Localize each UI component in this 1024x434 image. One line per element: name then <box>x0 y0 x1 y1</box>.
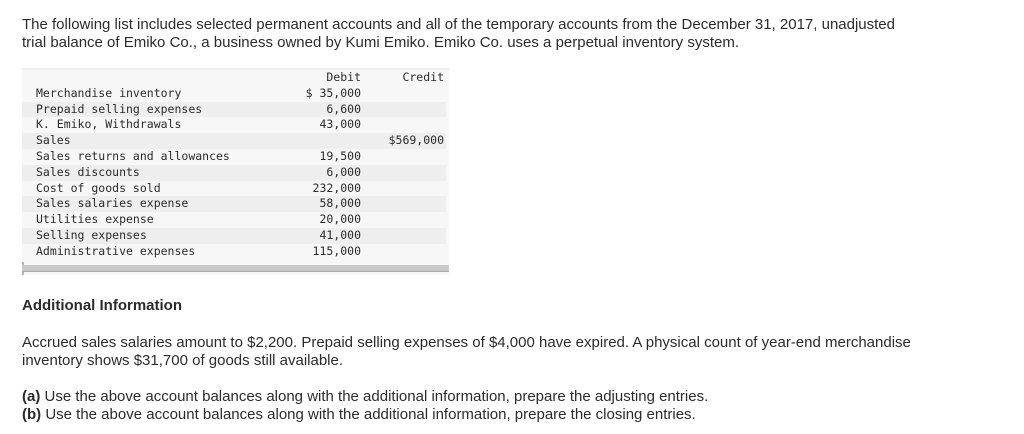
account-cell: Sales returns and allowances <box>36 148 230 163</box>
table-row <box>22 228 446 244</box>
debit-cell: 20,000 <box>319 212 361 227</box>
debit-cell <box>290 133 361 149</box>
account-cell: Sales salaries expense <box>36 196 189 211</box>
credit-cell <box>361 196 446 212</box>
account-cell: Sales discounts <box>36 164 140 179</box>
table-row <box>22 244 446 260</box>
account-cell: Cost of goods sold <box>36 180 161 195</box>
table-row <box>22 149 446 165</box>
credit-cell <box>361 244 446 260</box>
credit-cell <box>361 149 446 165</box>
debit-cell: 6,000 <box>326 164 361 179</box>
additional-info-heading: Additional Information <box>22 297 182 314</box>
table-row <box>22 165 446 181</box>
task-b <box>22 406 708 424</box>
task-b-label: (b) <box>22 406 42 423</box>
credit-cell <box>361 102 446 118</box>
table-row <box>22 181 446 197</box>
additional-info-line-2: inventory shows $31,700 of goods still available. <box>22 352 344 369</box>
table-row <box>22 86 446 102</box>
table-row <box>22 117 446 133</box>
account-cell: Merchandise inventory <box>36 85 182 100</box>
credit-cell: $569,000 <box>388 133 444 148</box>
table-row <box>22 212 446 228</box>
table-row <box>22 196 446 212</box>
task-a <box>22 388 708 406</box>
debit-cell: 232,000 <box>312 180 361 195</box>
header-debit: Debit <box>326 70 361 84</box>
credit-cell <box>361 228 446 244</box>
credit-cell <box>361 181 446 197</box>
credit-cell <box>361 212 446 228</box>
trial-balance-table <box>22 70 446 260</box>
credit-cell <box>361 117 446 133</box>
task-b-text: Use the above account balances along with the additional information, prepare the closing entries. <box>41 406 696 423</box>
debit-cell: 41,000 <box>319 227 361 242</box>
task-a-label: (a) <box>22 388 41 405</box>
debit-cell: 6,600 <box>326 101 361 116</box>
debit-cell: $ 35,000 <box>305 85 361 100</box>
debit-cell: 58,000 <box>319 196 361 211</box>
header-account <box>22 70 290 86</box>
credit-cell <box>361 165 446 181</box>
debit-cell: 19,500 <box>319 148 361 163</box>
account-cell: Administrative expenses <box>36 243 196 258</box>
account-cell: Prepaid selling expenses <box>36 101 203 116</box>
additional-info-paragraph <box>22 334 1007 370</box>
task-list <box>22 388 708 424</box>
trial-balance-panel <box>22 68 449 275</box>
table-scrollbar[interactable] <box>22 265 449 272</box>
debit-cell: 115,000 <box>312 243 361 258</box>
account-cell: Utilities expense <box>36 212 154 227</box>
intro-line-2: trial balance of Emiko Co., a business owned by Kumi Emiko. Emiko Co. uses a perpetual inventory system. <box>22 34 739 51</box>
debit-cell: 43,000 <box>319 117 361 132</box>
table-row <box>22 102 446 118</box>
task-a-text: Use the above account balances along with the additional information, prepare the adjusting entries. <box>40 388 709 405</box>
intro-line-1: The following list includes selected permanent accounts and all of the temporary accounts from the December 31, 2017, unadjusted <box>22 16 895 33</box>
account-cell: K. Emiko, Withdrawals <box>36 117 182 132</box>
account-cell: Sales <box>36 133 71 148</box>
header-credit: Credit <box>402 70 444 84</box>
table-row <box>22 133 446 149</box>
trial-balance-body <box>22 86 446 260</box>
table-header-row <box>22 70 446 86</box>
account-cell: Selling expenses <box>36 227 147 242</box>
additional-info-line-1: Accrued sales salaries amount to $2,200. Prepaid selling expenses of $4,000 have expired. A physical count of year-end merchandise <box>22 334 911 351</box>
credit-cell <box>361 86 446 102</box>
intro-paragraph <box>22 16 1007 52</box>
